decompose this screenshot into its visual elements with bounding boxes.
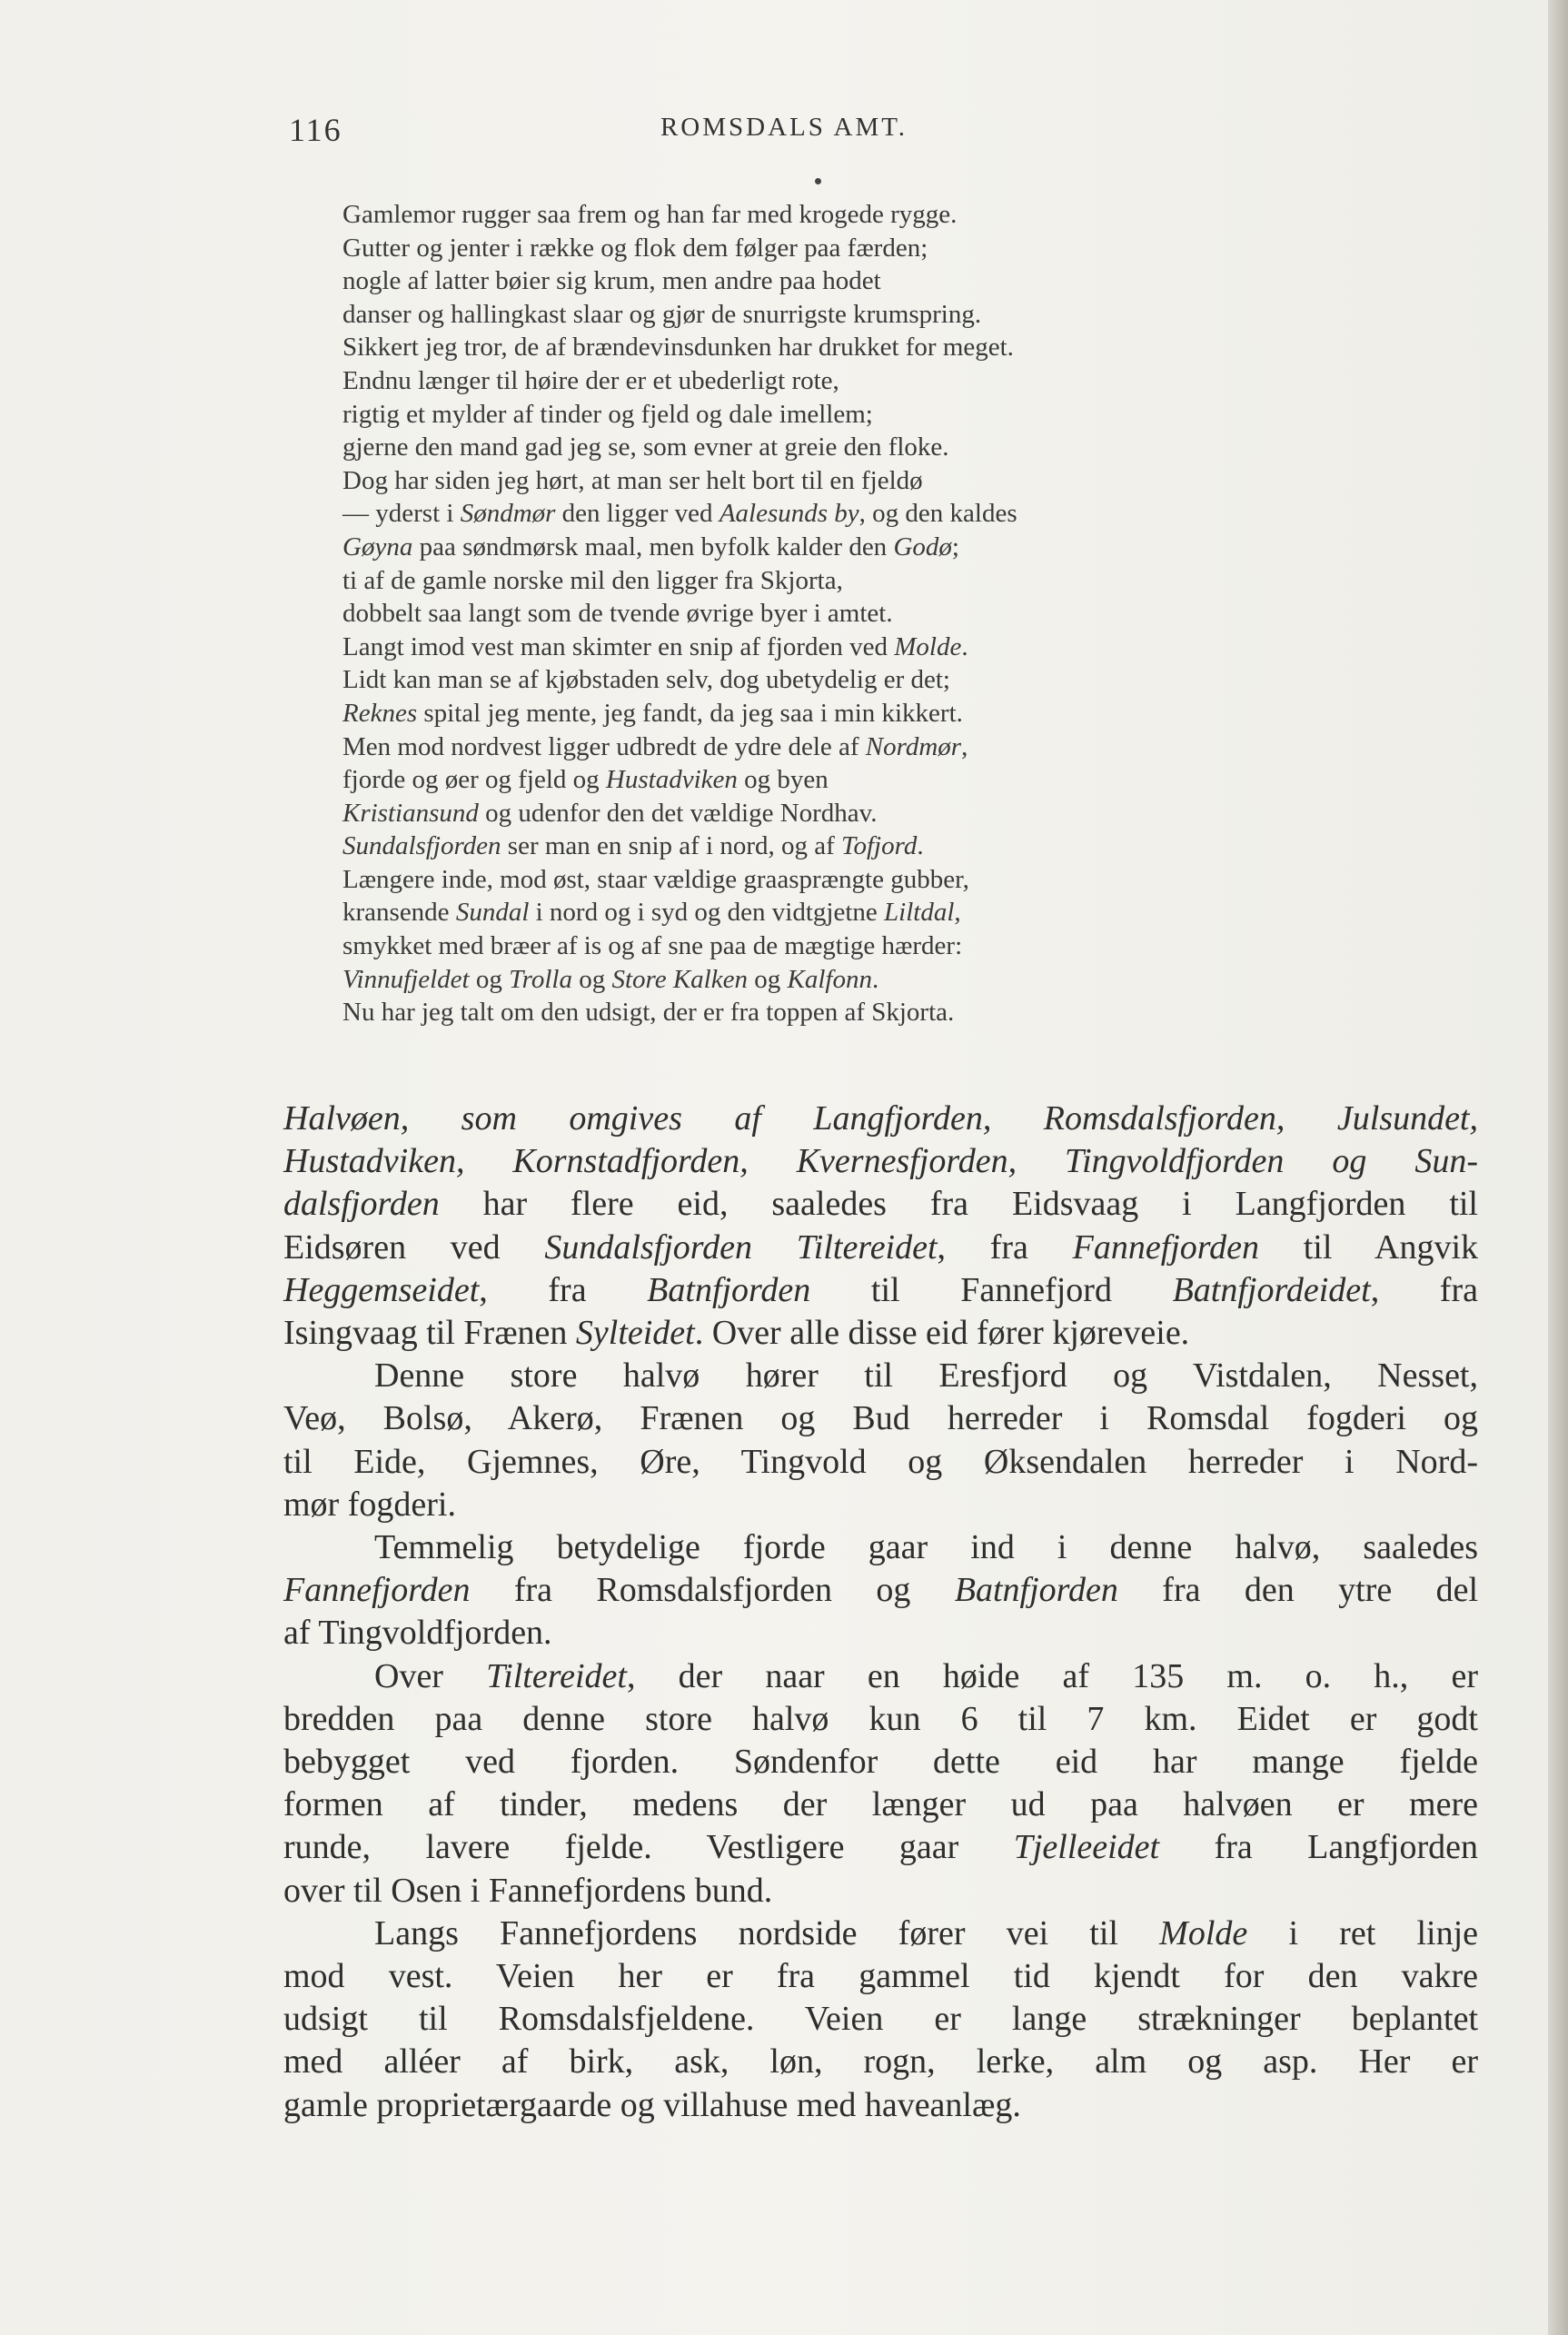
page-edge	[1548, 0, 1568, 2335]
poem-line: — yderst i Søndmør den ligger ved Aalesunds by, og den kaldes	[342, 499, 1017, 529]
page-header	[0, 111, 1568, 156]
poem-line: Sikkert jeg tror, de af brændevinsdunken har drukket for meget.	[342, 333, 1014, 363]
paragraph	[283, 1913, 1478, 2127]
paragraph-line: mør fogderi.	[283, 1485, 456, 1524]
paragraph-line: Langs Fannefjordens nordside fører vei til Molde i ret linje	[374, 1913, 1478, 1952]
paragraph-line: Isingvaag til Frænen Sylteidet. Over alle disse eid fører kjøreveie.	[283, 1314, 1190, 1353]
paragraph-line: mod vest. Veien her er fra gammel tid kjendt for den vakre	[283, 1957, 1478, 1996]
running-head: ROMSDALS AMT.	[660, 113, 908, 142]
paragraph-line: gamle proprietærgaarde og villahuse med haveanlæg.	[283, 2085, 1021, 2124]
poem-line: Sundalsfjorden ser man en snip af i nord, og af Tofjord.	[342, 831, 924, 861]
paragraph	[283, 1655, 1478, 1913]
poem-line: Vinnufjeldet og Trolla og Store Kalken og Kalfonn.	[342, 964, 879, 994]
paragraph-line: bebygget ved fjorden. Søndenfor dette eid har mange fjelde	[283, 1743, 1478, 1782]
poem-line: Men mod nordvest ligger udbredt de ydre dele af Nordmør,	[342, 731, 968, 761]
poem-line: Dog har siden jeg hørt, at man ser helt bort til en fjeldø	[342, 465, 923, 495]
paragraph-line: Veø, Bolsø, Akerø, Frænen og Bud herreder i Romsdal fogderi og	[283, 1399, 1478, 1438]
poem-line: danser og hallingkast slaar og gjør de snurrigste krumspring.	[342, 299, 982, 329]
poem-line: smykket med bræer af is og af sne paa de mægtige hærder:	[342, 931, 963, 961]
poem-line: nogle af latter bøier sig krum, men andre paa hodet	[342, 266, 881, 296]
paragraph	[283, 1355, 1478, 1526]
poem-line: ti af de gamle norske mil den ligger fra Skjorta,	[342, 565, 843, 595]
paragraph-line: runde, lavere fjelde. Vestligere gaar Tjelleeidet fra Langfjorden	[283, 1828, 1478, 1867]
page-number: 116	[289, 112, 342, 148]
prose-block	[283, 1098, 1478, 2127]
paragraph-line: formen af tinder, medens der længer ud paa halvøen er mere	[283, 1785, 1478, 1824]
paragraph-line: bredden paa denne store halvø kun 6 til 7 km. Eidet er godt	[283, 1699, 1478, 1738]
poem-line: Gamlemor rugger saa frem og han far med krogede rygge.	[342, 200, 958, 229]
poem-line: Langt imod vest man skimter en snip af fjorden ved Molde.	[342, 631, 968, 661]
paragraph-line: Temmelig betydelige fjorde gaar ind i denne halvø, saaledes	[374, 1528, 1478, 1567]
paragraph-line: Denne store halvø hører til Eresfjord og Vistdalen, Nesset,	[374, 1356, 1478, 1396]
poem-line: Nu har jeg talt om den udsigt, der er fra toppen af Skjorta.	[342, 998, 955, 1028]
paragraph	[283, 1098, 1478, 1355]
paragraph-line: med alléer af birk, ask, løn, rogn, lerke, alm og asp. Her er	[283, 2042, 1478, 2082]
poem-line: Gutter og jenter i række og flok dem følger paa færden;	[342, 233, 928, 263]
paragraph-line: Heggemseidet, fra Batnfjorden til Fannefjord Batnfjordeidet, fra	[283, 1270, 1478, 1309]
poem-line: Lidt kan man se af kjøbstaden selv, dog ubetydelig er det;	[342, 665, 950, 695]
paragraph-line: af Tingvoldfjorden.	[283, 1614, 552, 1653]
poem-line: dobbelt saa langt som de tvende øvrige byer i amtet.	[342, 599, 893, 629]
paragraph-line: til Eide, Gjemnes, Øre, Tingvold og Øksendalen herreder i Nord-	[283, 1442, 1478, 1481]
poem-line: Kristiansund og udenfor den det vældige Nordhav.	[342, 798, 878, 828]
poem-line: rigtig et mylder af tinder og fjeld og dale imellem;	[342, 399, 873, 429]
paragraph-line: udsigt til Romsdalsfjeldene. Veien er lange strækninger beplantet	[283, 2000, 1478, 2039]
poem-line: fjorde og øer og fjeld og Hustadviken og byen	[342, 765, 829, 795]
poem-line: gjerne den mand gad jeg se, som evner at greie den floke.	[342, 432, 949, 462]
poem-block	[342, 198, 1433, 1029]
paragraph-line: Fannefjorden fra Romsdalsfjorden og Batnfjorden fra den ytre del	[283, 1571, 1478, 1610]
paragraph-line: Eidsøren ved Sundalsfjorden Tiltereidet, fra Fannefjorden til Angvik	[283, 1227, 1478, 1267]
paragraph-line: Hustadviken, Kornstadfjorden, Kvernesfjorden, Tingvoldfjorden og Sun-	[283, 1142, 1478, 1181]
paragraph-line: dalsfjorden har flere eid, saaledes fra Eidsvaag i Langfjorden til	[283, 1185, 1478, 1224]
ink-speck	[815, 178, 821, 184]
paragraph-line: over til Osen i Fannefjordens bund.	[283, 1871, 773, 1910]
poem-line: Reknes spital jeg mente, jeg fandt, da jeg saa i min kikkert.	[342, 698, 963, 728]
poem-line: Endnu længer til høire der er et ubederligt rote,	[342, 365, 839, 395]
paragraph	[283, 1526, 1478, 1655]
poem-line: Længere inde, mod øst, staar vældige graasprængte gubber,	[342, 864, 969, 894]
paragraph-line: Over Tiltereidet, der naar en høide af 135 m. o. h., er	[374, 1656, 1478, 1695]
poem-line: kransende Sundal i nord og i syd og den vidtgjetne Liltdal,	[342, 898, 961, 928]
paragraph-line: Halvøen, som omgives af Langfjorden, Romsdalsfjorden, Julsundet,	[283, 1099, 1478, 1138]
poem-line: Gøyna paa søndmørsk maal, men byfolk kalder den Godø;	[342, 532, 959, 561]
